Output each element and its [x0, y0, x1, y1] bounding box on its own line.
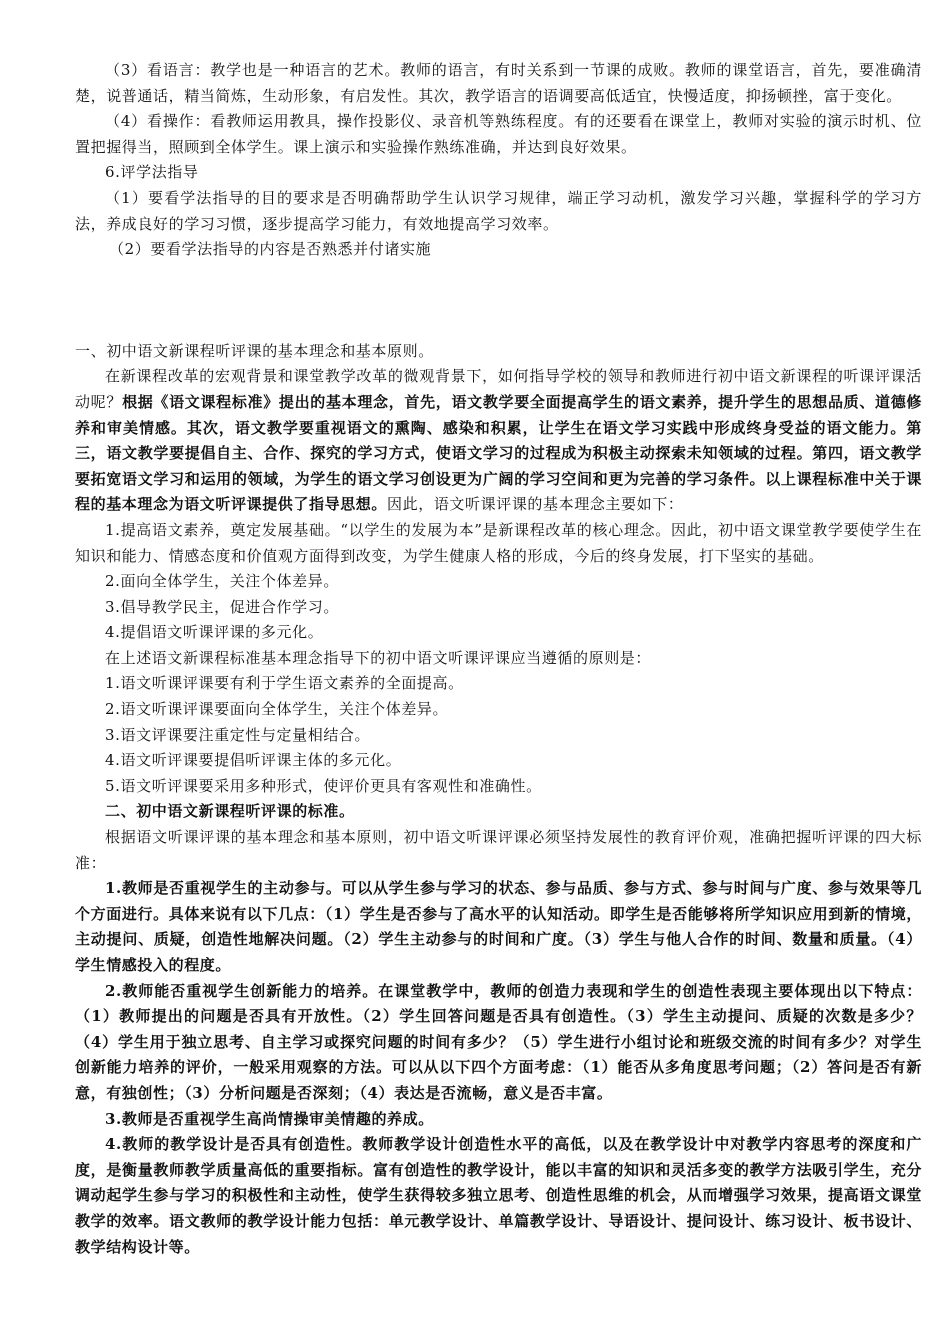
paragraph-study-method-1: （1）要看学法指导的目的要求是否明确帮助学生认识学习规律，端正学习动机，激发学习兴趣，掌握科学的学习方法，养成良好的学习习惯，逐步提高学习能力，有效地提高学习效率。	[75, 188, 922, 233]
idea-item: 4.提倡语文听课评课的多元化。	[105, 623, 324, 642]
idea-item: 3.倡导教学民主，促进合作学习。	[105, 597, 339, 616]
principle-item: 1.语文听课评课要有利于学生语文素养的全面提高。	[105, 674, 464, 693]
paragraph-study-method-title: 6.评学法指导	[105, 163, 199, 182]
principle-item: 4.语文听评课要提倡听评课主体的多元化。	[105, 751, 402, 770]
principle-item: 5.语文听评课要采用多种形式，使评价更具有客观性和准确性。	[105, 776, 542, 795]
idea-item: 2.面向全体学生，关注个体差异。	[105, 572, 339, 591]
heading-standards: 二、初中语文新课程听评课的标准。	[105, 802, 355, 821]
principle-item: 3.语文评课要注重定性与定量相结合。	[105, 725, 371, 744]
section-gap	[75, 263, 922, 339]
principle-item: 2.语文听课评课要面向全体学生，关注个体差异。	[105, 700, 449, 719]
document-page	[75, 58, 922, 1260]
intro-bold-text: 根据《语文课程标准》提出的基本理念，首先，语文教学要全面提高学生的语文素养，提升学生的思想品质、道德修养和审美情感。其次，语文教学要重视语文的熏陶、感染和积累，让学生在语文学习实践中形成终身受益的语文能力。第三，语文教学要提倡自主、合作、探究的学习方式，使语文学习的过程成为积极主动探索未知领域的过程。第四，语文教学要拓宽语文学习和运用的领域，为学生的语文学习创设更为广阔的学习空间和更为完善的学习条件。以上课程标准中关于课程的基本理念为语文听评课提供了指导思想。	[75, 392, 922, 514]
standard-item: 4.教师的教学设计是否具有创造性。教师教学设计创造性水平的高低，以及在教学设计中对教学内容思考的深度和广度，是衡量教师教学质量高低的重要指标。富有创造性的教学设计，能以丰富的知识和灵活多变的教学方法吸引学生，充分调动起学生参与学习的积极性和主动性，使学生获得较多独立思考、创造性思维的机会，从而增强学习效果，提高语文课堂教学的效率。语文教师的教学设计能力包括：单元教学设计、单篇教学设计、导语设计、提问设计、练习设计、板书设计、教学结构设计等。	[75, 1135, 922, 1256]
standard-item: 2.教师能否重视学生创新能力的培养。在课堂教学中，教师的创造力表现和学生的创造性表现主要体现出以下特点：（1）教师提出的问题是否具有开放性。（2）学生回答问题是否具有创造性。（3）学生主动提问、质疑的次数是多少？（4）学生用于独立思考、自主学习或探究问题的时间有多少？（5）学生进行小组讨论和班级交流的时间有多少？对学生创新能力培养的评价，一般采用观察的方法。可以从以下四个方面考虑：（1）能否从多角度思考问题；（2）答问是否有新意，有独创性；（3）分析问题是否深刻；（4）表达是否流畅，意义是否丰富。	[75, 981, 922, 1102]
idea-item: 1.提高语文素养，奠定发展基础。“以学生的发展为本”是新课程改革的核心理念。因此，初中语文课堂教学要使学生在知识和能力、情感态度和价值观方面得到改变，为学生健康人格的形成，今后的终身发展，打下坚实的基础。	[75, 520, 922, 565]
standards-intro: 根据语文听课评课的基本理念和基本原则，初中语文听课评课必须坚持发展性的教育评价观，准确把握听评课的四大标准：	[75, 828, 922, 872]
paragraph-operation: （4）看操作：看教师运用教具，操作投影仪、录音机等熟练程度。有的还要看在课堂上，教师对实验的演示时机、位置把握得当，照顾到全体学生。课上演示和实验操作熟练准确，并达到良好效果。	[75, 112, 922, 156]
standard-item: 1.教师是否重视学生的主动参与。可以从学生参与学习的状态、参与品质、参与方式、参与时间与广度、参与效果等几个方面进行。具体来说有以下几点：（1）学生是否参与了高水平的认知活动。即学生是否能够将所学知识应用到新的情境，主动提问、质疑，创造性地解决问题。（2）学生主动参与的时间和广度。（3）学生与他人合作的时间、数量和质量。（4）学生情感投入的程度。	[75, 879, 922, 974]
standard-item: 3.教师是否重视学生高尚情操审美情趣的养成。	[105, 1109, 434, 1128]
paragraph-language: （3）看语言：教学也是一种语言的艺术。教师的语言，有时关系到一节课的成败。教师的课堂语言，首先，要准确清楚，说普通话，精当简炼，生动形象，有启发性。其次，教学语言的语调要高低适宜，快慢适度，抑扬顿挫，富于变化。	[75, 61, 922, 105]
paragraph-study-method-2: （2）要看学法指导的内容是否熟悉并付诸实施	[109, 240, 432, 259]
heading-basic-concepts: 一、初中语文新课程听评课的基本理念和基本原则。	[75, 341, 434, 360]
intro-normal-text: 在新课程改革的宏观背景和课堂教学改革的微观背景下，如何指导学校的领导和教师进行初中语文新课程的听课评课活动呢？	[75, 367, 922, 411]
intro-tail-text: 因此，语文听课评课的基本理念主要如下：	[387, 495, 684, 514]
principles-intro: 在上述语文新课程标准基本理念指导下的初中语文听课评课应当遵循的原则是：	[105, 648, 652, 667]
paragraph-intro	[75, 364, 922, 518]
